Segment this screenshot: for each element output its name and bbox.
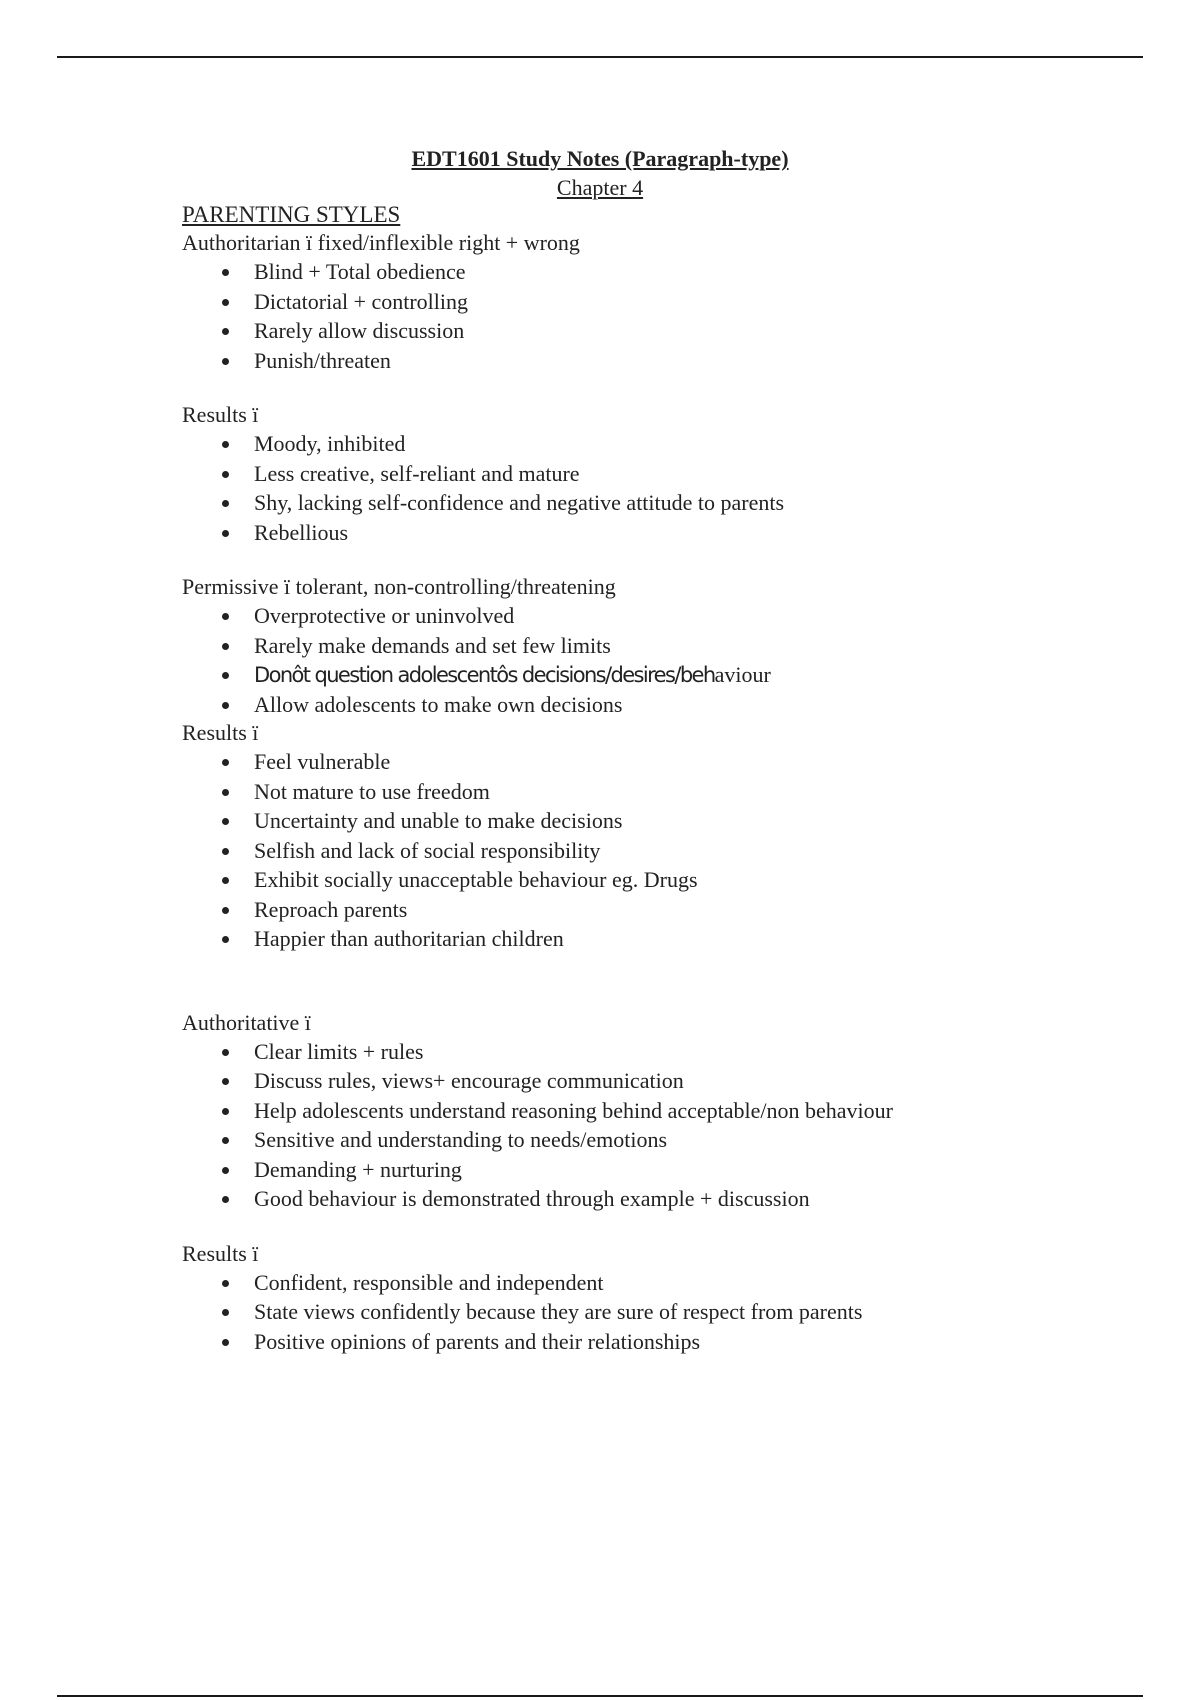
list-item: Rarely allow discussion bbox=[182, 316, 1082, 346]
list-item: Clear limits + rules bbox=[182, 1037, 1082, 1067]
authoritarian-results-list bbox=[182, 429, 1082, 547]
list-item: Dictatorial + controlling bbox=[182, 287, 1082, 317]
list-item: Rarely make demands and set few limits bbox=[182, 631, 1082, 661]
permissive-list bbox=[182, 601, 1082, 719]
list-item: Discuss rules, views+ encourage communication bbox=[182, 1066, 1082, 1096]
list-item-text-tail: aviour bbox=[714, 662, 771, 687]
list-item: Allow adolescents to make own decisions bbox=[182, 690, 1082, 720]
bottom-rule bbox=[57, 1695, 1143, 1697]
list-item: Shy, lacking self-confidence and negative attitude to parents bbox=[182, 488, 1082, 518]
list-item bbox=[182, 660, 1082, 690]
list-item: Happier than authoritarian children bbox=[182, 924, 1082, 954]
list-item: Good behaviour is demonstrated through example + discussion bbox=[182, 1184, 1082, 1214]
list-item: Help adolescents understand reasoning behind acceptable/non behaviour bbox=[182, 1096, 1082, 1126]
list-item: Positive opinions of parents and their relationships bbox=[182, 1327, 1082, 1357]
authoritarian-label: Authoritarian ï fixed/inflexible right + wrong bbox=[182, 230, 580, 255]
authoritative-list bbox=[182, 1037, 1082, 1214]
authoritative-results-label: Results ï bbox=[182, 1240, 259, 1266]
list-item: Overprotective or uninvolved bbox=[182, 601, 1082, 631]
list-item: Demanding + nurturing bbox=[182, 1155, 1082, 1185]
list-item: Selfish and lack of social responsibility bbox=[182, 836, 1082, 866]
list-item: Reproach parents bbox=[182, 895, 1082, 925]
section-heading: PARENTING STYLES bbox=[182, 202, 401, 227]
authoritarian-results-label: Results ï bbox=[182, 402, 259, 427]
list-item: Confident, responsible and independent bbox=[182, 1268, 1082, 1298]
list-item-text-sans: Donôt question adolescentôs decisions/desires/beh bbox=[254, 663, 715, 687]
document-body bbox=[182, 143, 1082, 1356]
top-rule bbox=[57, 56, 1143, 58]
list-item: Sensitive and understanding to needs/emotions bbox=[182, 1125, 1082, 1155]
document-title: EDT1601 Study Notes (Paragraph-type) bbox=[411, 146, 789, 171]
permissive-results-label: Results ï bbox=[182, 720, 259, 745]
list-item: State views confidently because they are sure of respect from parents bbox=[182, 1297, 1082, 1327]
list-item: Punish/threaten bbox=[182, 346, 1082, 376]
permissive-label: Permissive ï tolerant, non-controlling/threatening bbox=[182, 574, 616, 599]
authoritative-results-list bbox=[182, 1268, 1082, 1357]
list-item: Feel vulnerable bbox=[182, 747, 1082, 777]
authoritative-label: Authoritative ï bbox=[182, 1009, 311, 1035]
authoritarian-list bbox=[182, 257, 1082, 375]
list-item: Blind + Total obedience bbox=[182, 257, 1082, 287]
list-item: Rebellious bbox=[182, 518, 1082, 548]
list-item: Uncertainty and unable to make decisions bbox=[182, 806, 1082, 836]
list-item: Moody, inhibited bbox=[182, 429, 1082, 459]
permissive-results-list bbox=[182, 747, 1082, 954]
list-item: Exhibit socially unacceptable behaviour eg. Drugs bbox=[182, 865, 1082, 895]
list-item: Not mature to use freedom bbox=[182, 777, 1082, 807]
chapter-label: Chapter 4 bbox=[556, 175, 644, 200]
list-item: Less creative, self-reliant and mature bbox=[182, 459, 1082, 489]
